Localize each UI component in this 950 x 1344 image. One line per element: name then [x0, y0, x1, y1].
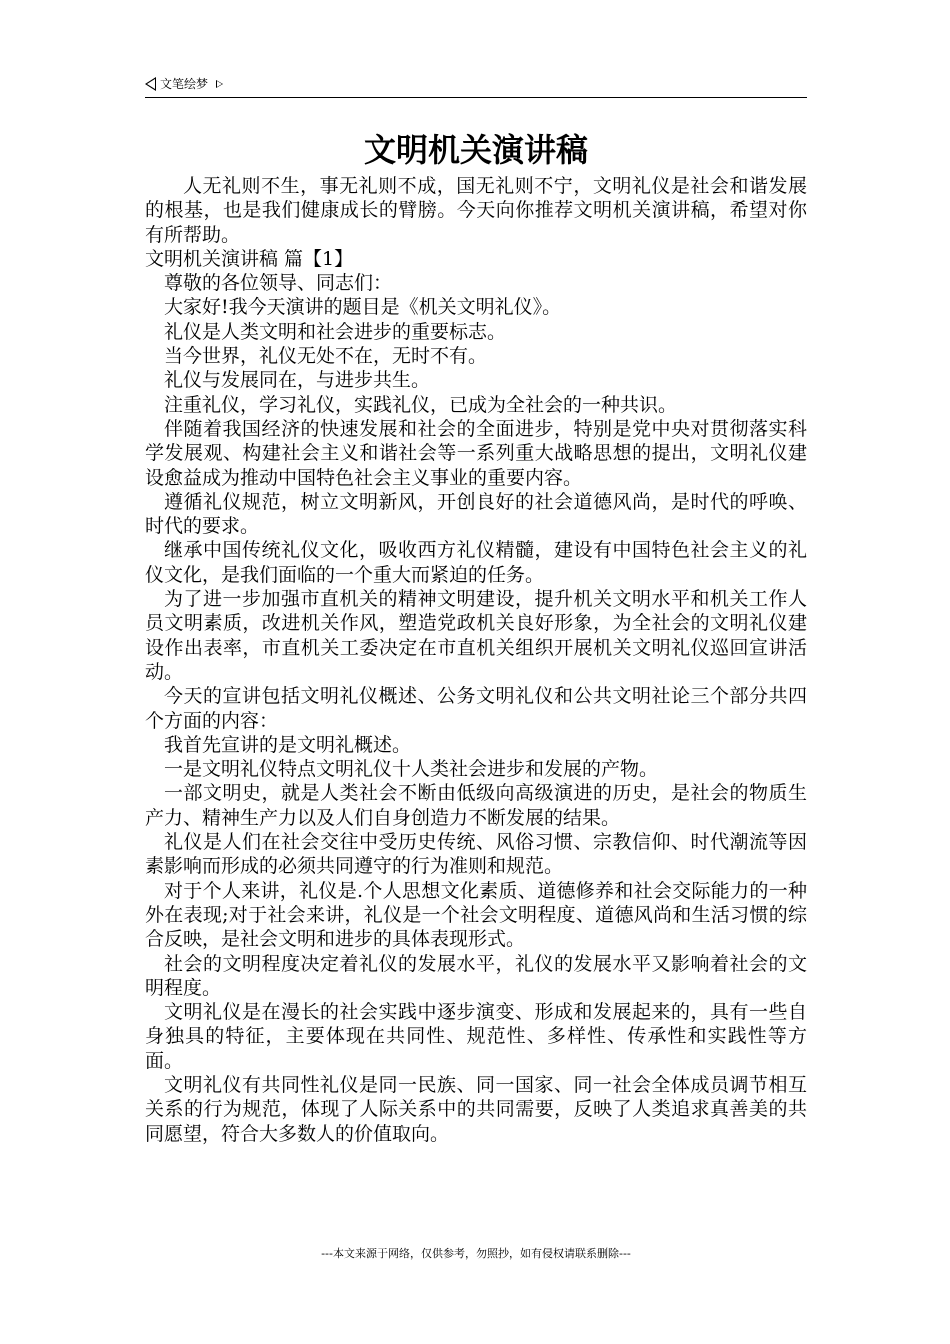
body-paragraph: 人无礼则不生，事无礼则不成，国无礼则不宁，文明礼仪是社会和谐发展的根基，也是我们健康成长的臂膀。今天向你推荐文明机关演讲稿，希望对你有所帮助。	[145, 175, 807, 246]
body-paragraph: 尊敬的各位领导、同志们：	[164, 272, 393, 295]
body-paragraph: 伴随着我国经济的快速发展和社会的全面进步，特别是党中央对贯彻落实科学发展观、构建社会主义和谐社会等一系列重大战略思想的提出，文明礼仪建设愈益成为推动中国特色社会主义事业的重要内容。	[145, 417, 807, 489]
body-paragraph: 当今世界，礼仪无处不在，无时不有。	[164, 345, 488, 368]
body-paragraph: 大家好!我今天演讲的题目是《机关文明礼仪》。	[164, 296, 562, 319]
body-paragraph: 文明礼仪有共同性礼仪是同一民族、同一国家、同一社会全体成员调节相互关系的行为规范，体现了人际关系中的共同需要，反映了人类追求真善美的共同愿望，符合大多数人的价值取向。	[145, 1073, 807, 1145]
body-paragraph: 注重礼仪，学习礼仪，实践礼仪，已成为全社会的一种共识。	[164, 393, 678, 416]
body-paragraph: 社会的文明程度决定着礼仪的发展水平，礼仪的发展水平又影响着社会的文明程度。	[145, 952, 807, 999]
body-paragraph: 对于个人来讲，礼仪是.个人思想文化素质、道德修养和社会交际能力的一种外在表现;对于社会来讲，礼仪是一个社会文明程度、道德风尚和生活习惯的综合反映，是社会文明和进步的具体表现形式。	[145, 879, 807, 951]
section-heading: 文明机关演讲稿 篇【1】	[145, 247, 354, 270]
triangle-right-icon	[216, 80, 223, 88]
document-title: 文明机关演讲稿	[363, 131, 588, 169]
body-paragraph: 为了进一步加强市直机关的精神文明建设，提升机关文明水平和机关工作人员文明素质，改进机关作风，塑造党政机关良好形象，为全社会的文明礼仪建设作出表率，市直机关工委决定在市直机关组织开展机关文明礼仪巡回宣讲活动。	[145, 588, 807, 683]
body-paragraph: 文明礼仪是在漫长的社会实践中逐步演变、形成和发展起来的，具有一些自身独具的特征，主要体现在共同性、规范性、多样性、传承性和实践性等方面。	[145, 1001, 807, 1072]
triangle-left-icon	[145, 77, 156, 91]
header-brand	[145, 76, 223, 92]
body-paragraph: 遵循礼仪规范，树立文明新风，开创良好的社会道德风尚，是时代的呼唤、时代的要求。	[145, 490, 807, 538]
page-footer-notice: ---本文来源于网络，仅供参考，勿照抄，如有侵权请联系删除---	[321, 1247, 631, 1260]
body-paragraph: 继承中国传统礼仪文化，吸收西方礼仪精髓，建设有中国特色社会主义的礼仪文化，是我们面临的一个重大而紧迫的任务。	[145, 539, 807, 586]
body-paragraph: 礼仪是人们在社会交往中受历史传统、风俗习惯、宗教信仰、时代潮流等因素影响而形成的必须共同遵守的行为准则和规范。	[145, 831, 807, 878]
document-body	[145, 174, 807, 1146]
header-brand-text: 文笔绘梦	[160, 77, 209, 91]
body-paragraph: 我首先宣讲的是文明礼概述。	[164, 733, 412, 756]
body-paragraph: 今天的宣讲包括文明礼仪概述、公务文明礼仪和公共文明社论三个部分共四个方面的内容：	[145, 685, 807, 732]
body-paragraph: 礼仪是人类文明和社会进步的重要标志。	[164, 320, 507, 343]
body-paragraph: 一是文明礼仪特点文明礼仪十人类社会进步和发展的产物。	[164, 758, 659, 781]
body-paragraph: 礼仪与发展同在，与进步共生。	[164, 369, 431, 392]
page-header	[145, 74, 807, 98]
body-paragraph: 一部文明史，就是人类社会不断由低级向高级演进的历史，是社会的物质生产力、精神生产力以及人们自身创造力不断发展的结果。	[145, 782, 807, 829]
